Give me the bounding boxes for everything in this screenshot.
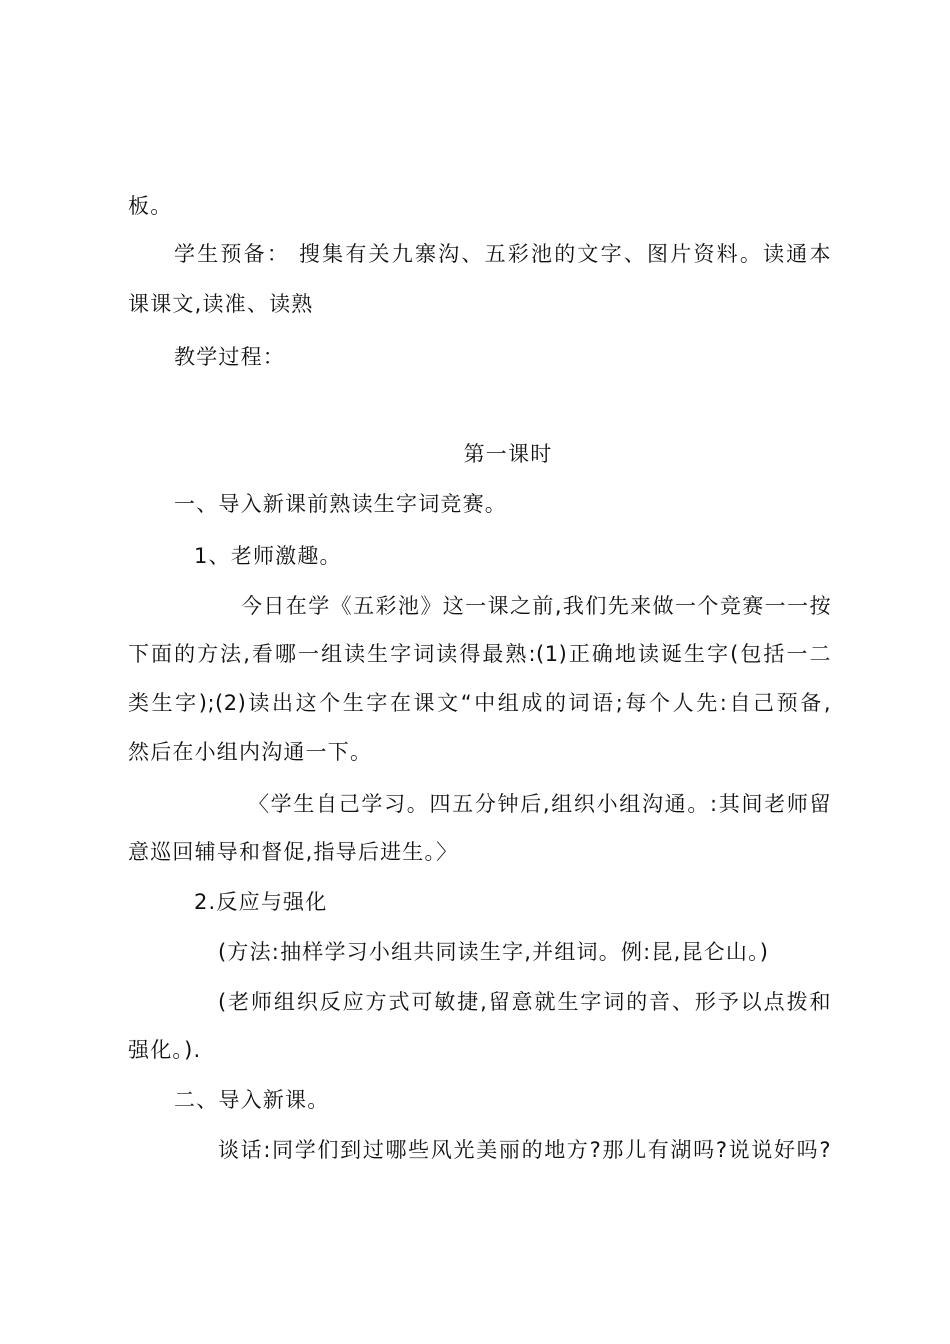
text-line: 意巡回辅导和督促,指导后进生。〉 xyxy=(128,840,459,864)
text-line: 类生字);(2)读出这个生字在课文“中组成的词语;每个人先:自己预备, xyxy=(128,691,831,715)
text-line: 下面的方法,看哪一组读生字词读得最熟:(1)正确地读诞生字(包括一二 xyxy=(128,642,831,666)
text-line: 二、导入新课。 xyxy=(174,1088,330,1112)
text-line: 〈学生自己学习。四五分钟后,组织小组沟通。:其间老师留 xyxy=(248,792,831,816)
text-line: (老师组织反应方式可敏捷,留意就生字词的音、形予以点拨和 xyxy=(218,990,831,1014)
section-heading: 第一课时 xyxy=(463,442,553,466)
text-line: (方法:抽样学习小组共同读生字,并组词。例:昆,昆仑山。) xyxy=(218,940,770,964)
text-line: 2.反应与强化 xyxy=(194,890,328,914)
text-line: 今日在学《五彩池》这一课之前,我们先来做一个竞赛一一按 xyxy=(241,594,831,618)
text-line: 1、老师激趣。 xyxy=(194,544,342,568)
text-line: 一、导入新课前熟读生字词竞赛。 xyxy=(174,492,507,516)
text-line: 板。 xyxy=(128,194,173,218)
text-line: 谈话:同学们到过哪些风光美丽的地方?那儿有湖吗?说说好吗? xyxy=(218,1138,831,1162)
text-line: 强化。). xyxy=(128,1038,202,1062)
text-line: 教学过程： xyxy=(174,345,285,369)
text-line: 学生预备： 搜集有关九寨沟、五彩池的文字、图片资料。读通本 xyxy=(174,242,831,266)
text-line: 课课文,读准、读熟 xyxy=(128,292,314,316)
text-line: 然后在小组内沟通一下。 xyxy=(128,740,373,764)
